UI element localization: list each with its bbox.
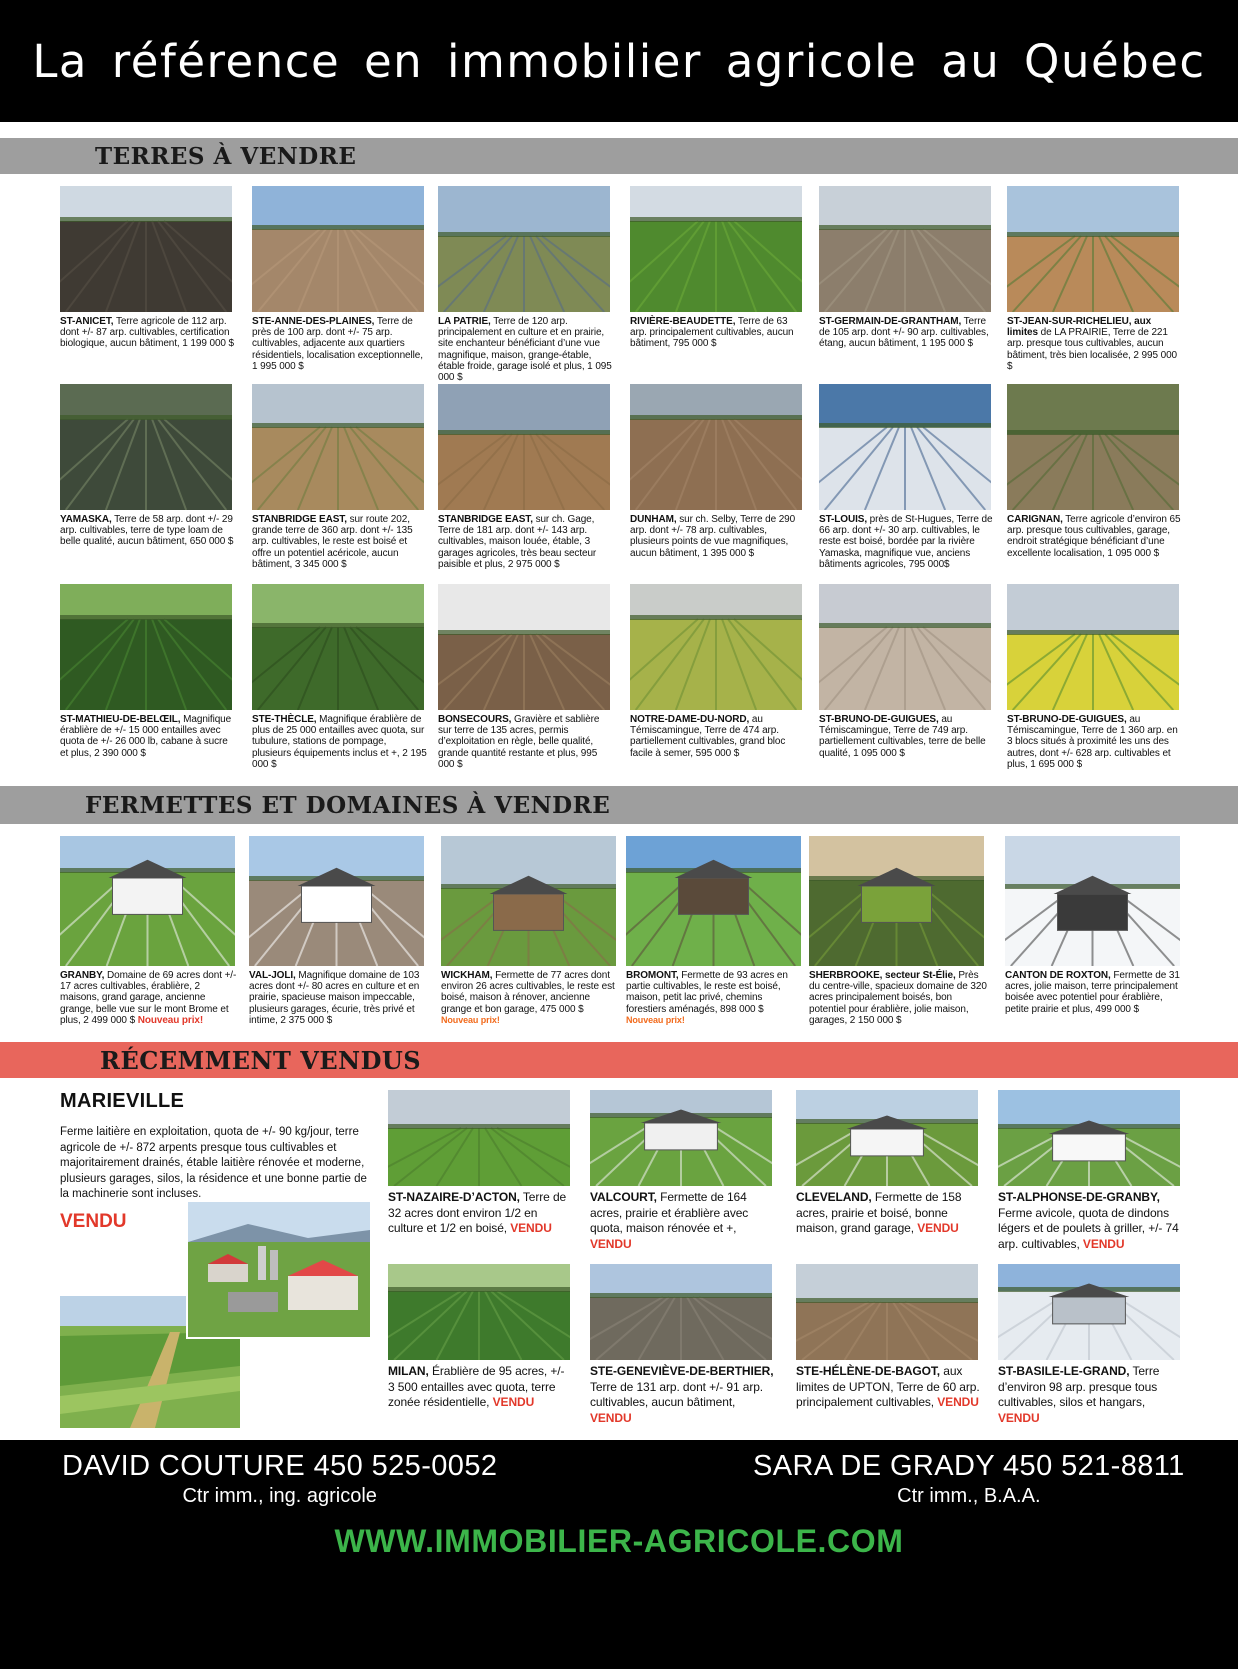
vendus-listing-caption (796, 1190, 982, 1237)
listing-details: près de St-Hugues, Terre de 66 arp. dont +/- 30 arp. cultivables, le reste est boisé, bordée par la rivière Yamaska, magnifique vue, anciens bâtiments agricoles, 795 000$ (819, 514, 993, 570)
listing-details: Fermette de 164 acres, prairie et érablière avec quota, maison rénovée et +, (590, 1190, 749, 1235)
listing-place: BROMONT, (626, 970, 679, 981)
listing-details: aux limites de UPTON, Terre de 60 arp. principalement cultivables, (796, 1364, 980, 1409)
agent2-name: SARA DE GRADY 450 521-8811 (753, 1450, 1185, 1482)
agent2-role: Ctr imm., B.A.A. (897, 1485, 1041, 1507)
terres-listing-photo (438, 384, 610, 510)
terres-listing-caption (60, 714, 236, 759)
terres-listing-caption (60, 316, 236, 350)
section-header-terres (0, 138, 1238, 174)
listing-place: ST-NAZAIRE-D’ACTON, (388, 1190, 520, 1204)
listing-place: ST-GERMAIN-DE-GRANTHAM, (819, 316, 962, 327)
vendus-listing-caption (998, 1190, 1184, 1252)
vendus-listing-photo (590, 1264, 772, 1360)
listing-tag: VENDU (590, 1410, 632, 1425)
terres-listing-photo (1007, 384, 1179, 510)
terres-listing-caption (252, 514, 428, 570)
listing-place: DUNHAM, (630, 514, 677, 525)
listing-tag: VENDU (510, 1221, 552, 1235)
fermettes-listing-caption (441, 970, 620, 1026)
fermettes-listing-photo (809, 836, 984, 966)
listing-details: au Témiscamingue, Terre de 474 arp. partiellement cultivables, grand bloc facile à semer, 595 000 $ (630, 714, 786, 759)
fermettes-listing-photo (1005, 836, 1180, 966)
terres-listing-photo (819, 584, 991, 710)
marieville-title: MARIEVILLE (60, 1090, 185, 1112)
terres-listing-caption (630, 714, 806, 759)
vendus-listing-caption (590, 1190, 776, 1252)
marieville-status: VENDU (60, 1210, 127, 1232)
fermettes-listing-photo (249, 836, 424, 966)
listing-details: Terre de 105 arp. dont +/- 90 arp. cultivables, étang, aucun bâtiment, 1 195 000 $ (819, 316, 989, 350)
listing-place: WICKHAM, (441, 970, 493, 981)
fermettes-listing-caption (626, 970, 805, 1026)
listing-place: ST-BASILE-LE-GRAND, (998, 1364, 1130, 1378)
fermettes-listing-caption (809, 970, 988, 1026)
listing-details: Ferme avicole, quota de dindons légers et de poulets à griller, +/- 74 arp. cultivables, (998, 1205, 1179, 1251)
listing-place: NOTRE-DAME-DU-NORD, (630, 714, 750, 725)
listing-details: Gravière et sablière sur terre de 135 acres, permis d’exploitation en règle, belle qualité, grande quantité restante et plus, 995 000 $ (438, 714, 600, 770)
listing-place: ST-BRUNO-DE-GUIGUES, (819, 714, 939, 725)
terres-listing-caption (819, 714, 995, 759)
listing-details: Magnifique domaine de 103 acres dont +/- 80 acres en culture et en prairie, spacieuse maison impeccable, plusieurs garages, écurie, très privé et intime, 2 375 000 $ (249, 970, 420, 1026)
vendus-listing-photo (388, 1090, 570, 1186)
terres-listing-photo (438, 584, 610, 710)
terres-listing-photo (60, 584, 232, 710)
fermettes-listing-photo (441, 836, 616, 966)
listing-details: sur ch. Gage, Terre de 181 arp. dont +/- 143 arp. cultivables, maison louée, étable, 3 garages agricoles, très beau secteur paisible et plus, 2 975 000 $ (438, 514, 597, 570)
terres-listing-photo (60, 186, 232, 312)
listing-details: Terre de 120 arp. principalement en culture et en prairie, site enchanteur bénéficiant d’une vue magnifique, maison, grange-étable, étable froide, garage isolé et plus, 1 095 000 $ (438, 316, 612, 384)
listing-place: CANTON DE ROXTON, (1005, 970, 1111, 981)
listing-place: GRANBY, (60, 970, 105, 981)
fermettes-listing-photo (60, 836, 235, 966)
terres-listing-photo (438, 186, 610, 312)
website-link[interactable]: WWW.IMMOBILIER-AGRICOLE.COM (334, 1523, 904, 1559)
terres-listing-caption (438, 514, 614, 570)
listing-details: Terre de près de 100 arp. dont +/- 75 arp. cultivables, adjacente aux quartiers résidentiels, localisation exceptionnelle, 1 995 000 $ (252, 316, 423, 372)
listing-place: ST-MATHIEU-DE-BELŒIL, (60, 714, 181, 725)
fermettes-listing-photo (626, 836, 801, 966)
section-title-terres: TERRES À VENDRE (95, 142, 357, 170)
listing-place: ST-ALPHONSE-DE-GRANBY, (998, 1190, 1160, 1204)
listing-tag: VENDU (917, 1221, 959, 1235)
listing-place: VAL-JOLI, (249, 970, 296, 981)
listing-tag: Nouveau prix! (626, 1014, 685, 1025)
terres-listing-photo (819, 186, 991, 312)
section-title-vendus: RÉCEMMENT VENDUS (100, 1045, 422, 1075)
listing-tag: Nouveau prix! (137, 1014, 204, 1026)
terres-listing-caption (60, 514, 236, 548)
vendus-listing-photo (796, 1264, 978, 1360)
terres-listing-photo (630, 384, 802, 510)
listing-details: sur ch. Selby, Terre de 290 arp. dont +/- 78 arp. cultivables, plusieurs points de vue magnifiques, aucun bâtiment, 1 395 000 $ (630, 514, 796, 559)
terres-listing-photo (1007, 186, 1179, 312)
listing-details: de LA PRAIRIE, Terre de 221 arp. presque tous cultivables, aucun bâtiment, très bien localisée, 2 995 000 $ (1007, 327, 1177, 372)
listing-place: LA PATRIE, (438, 316, 491, 327)
page-title: La référence en immobilier agricole au Québec (32, 34, 1206, 88)
vendus-listing-caption (388, 1190, 574, 1237)
listing-tag: VENDU (492, 1395, 535, 1409)
listing-place: YAMASKA, (60, 514, 112, 525)
marieville-description: Ferme laitière en exploitation, quota de +/- 90 kg/jour, terre agricole de +/- 872 arpents presque tous cultivables et majoritairement drainés, étable laitière rénovée et moderne, plusieurs garages, silos, la résidence et une bonne partie de la machinerie sont incluses. (60, 1126, 367, 1200)
listing-place: STE-THÈCLE, (252, 714, 317, 725)
agent-david (62, 1450, 497, 1508)
listing-tag: Nouveau prix! (441, 1014, 500, 1025)
terres-listing-caption (438, 714, 614, 770)
listing-details: Magnifique érablière de +/- 15 000 entailles avec quota de +/- 26 000 lb, cabane à sucre et plus, 2 390 000 $ (60, 714, 232, 759)
listing-details: Terre agricole d’environ 65 arp. presque tous cultivables, garage, endroit stratégique bénéficiant d’une excellente localisation, 1 095 000 $ (1007, 514, 1181, 559)
terres-listing-caption (1007, 316, 1183, 372)
vendus-listing-photo (998, 1090, 1180, 1186)
terres-listing-caption (252, 714, 428, 770)
listing-place: STANBRIDGE EAST, (438, 514, 533, 525)
listing-details: au Témiscamingue, Terre de 1 360 arp. en 3 blocs situés à proximité les uns des autres, dont +/- 628 arp. cultivables et plus, 1 695 000 $ (1007, 714, 1178, 770)
listing-details: Terre d’environ 98 arp. presque tous cultivables, silos et hangars, (998, 1364, 1160, 1409)
terres-listing-caption (630, 316, 806, 350)
listing-place: STE-ANNE-DES-PLAINES, (252, 316, 375, 327)
listing-details: Terre agricole de 112 arp. dont +/- 87 arp. cultivables, certification biologique, aucun bâtiment, 1 199 000 $ (60, 316, 235, 350)
terres-listing-photo (630, 186, 802, 312)
listing-tag: VENDU (1082, 1236, 1125, 1251)
terres-listing-caption (438, 316, 614, 383)
listing-details: Érablière de 95 acres, +/- 3 500 entailles avec quota, terre zonée résidentielle, (388, 1364, 565, 1409)
listing-place: VALCOURT, (590, 1190, 657, 1204)
terres-listing-caption (819, 514, 995, 570)
listing-details: Terre de 58 arp. dont +/- 29 arp. cultivables, terre de type loam de belle qualité, aucun bâtiment, 650 000 $ (60, 514, 234, 548)
listing-details: sur route 202, grande terre de 360 arp. dont +/- 135 arp. cultivables, le reste est boisé et offre un potentiel acéricole, aucun bâtiment, 3 345 000 $ (252, 514, 413, 570)
listing-details: Fermette de 158 acres, prairie et boisé, bonne maison, grand garage, (796, 1190, 962, 1235)
listing-tag: VENDU (937, 1395, 979, 1409)
section-title-fermettes: FERMETTES ET DOMAINES À VENDRE (85, 791, 611, 819)
fermettes-listing-caption (60, 970, 239, 1026)
terres-listing-caption (1007, 514, 1183, 559)
listing-place: SHERBROOKE, secteur St-Élie, (809, 970, 956, 981)
vendus-listing-caption (590, 1364, 776, 1426)
vendus-listing-photo (590, 1090, 772, 1186)
terres-listing-caption (630, 514, 806, 559)
terres-listing-photo (630, 584, 802, 710)
listing-place: CARIGNAN, (1007, 514, 1063, 525)
terres-listing-photo (60, 384, 232, 510)
listing-tag: VENDU (998, 1410, 1040, 1425)
listing-place: MILAN, (388, 1364, 429, 1378)
listing-place: STE-HÉLÈNE-DE-BAGOT, (796, 1364, 941, 1378)
vendus-listing-caption (796, 1364, 982, 1411)
listing-place: ST-LOUIS, (819, 514, 867, 525)
page-header (0, 0, 1238, 122)
listing-place: STANBRIDGE EAST, (252, 514, 347, 525)
agent-sara (753, 1450, 1185, 1508)
terres-listing-photo (1007, 584, 1179, 710)
terres-listing-photo (252, 384, 424, 510)
section-header-vendus (0, 1042, 1238, 1078)
terres-listing-caption (252, 316, 428, 372)
listing-place: BONSECOURS, (438, 714, 512, 725)
terres-listing-photo (819, 384, 991, 510)
listing-place: ST-BRUNO-DE-GUIGUES, (1007, 714, 1127, 725)
terres-listing-photo (252, 584, 424, 710)
listing-details: Près du centre-ville, spacieux domaine de 320 acres principalement boisés, bon potentiel pour érablière, jolie maison, garages, 2 150 000 $ (809, 970, 987, 1026)
vendus-listing-caption (388, 1364, 574, 1411)
listing-place: ST-JEAN-SUR-RICHELIEU, aux limites (1007, 316, 1152, 339)
listing-details: Fermette de 31 acres, jolie maison, terre principalement boisée avec potentiel pour érablière, petite prairie et plus, 499 000 $ (1005, 970, 1180, 1015)
listing-details: Terre de 63 arp. principalement cultivables, aucun bâtiment, 795 000 $ (630, 316, 794, 350)
page-footer (0, 1440, 1238, 1669)
listing-place: ST-ANICET, (60, 316, 114, 327)
listing-place: CLEVELAND, (796, 1190, 872, 1204)
agent1-name: DAVID COUTURE 450 525-0052 (62, 1450, 498, 1482)
terres-listing-caption (1007, 714, 1183, 770)
listing-details: Terre de 131 arp. dont +/- 91 arp. cultivables, aucun bâtiment, (590, 1379, 764, 1409)
terres-listing-caption (819, 316, 995, 350)
agent1-role: Ctr imm., ing. agricole (182, 1485, 377, 1507)
terres-listing-photo (252, 186, 424, 312)
listing-details: Domaine de 69 acres dont +/- 17 acres cultivables, érablière, 2 maisons, grand garage, ancienne grange, belle vue sur le mont Brome et plus, 2 499 000 $ (60, 970, 237, 1026)
section-header-fermettes (0, 786, 1238, 824)
listing-place: STE-GENEVIÈVE-DE-BERTHIER, (590, 1364, 774, 1378)
listing-details: Magnifique érablière de plus de 25 000 entailles avec quota, sur tubulure, stations de pompage, plusieurs équipements inclus et +, 2 195 000 $ (252, 714, 427, 770)
vendus-listing-caption (998, 1364, 1184, 1426)
listing-details: Fermette de 93 acres en partie cultivables, le reste est boisé, maison, petit lac privé, chemins forestiers aménagés, 898 000 $ (626, 970, 788, 1015)
vendus-listing-photo (796, 1090, 978, 1186)
listing-details: au Témiscamingue, Terre de 749 arp. partiellement cultivables, terre de belle qualité, 1 095 000 $ (819, 714, 986, 759)
vendus-listing-photo (998, 1264, 1180, 1360)
fermettes-listing-caption (1005, 970, 1184, 1015)
listing-details: Fermette de 77 acres dont environ 26 acres cultivables, le reste est boisé, maison à rénover, ancienne grange et bon garage, 475 000 $ (441, 970, 615, 1015)
listing-place: RIVIÈRE-BEAUDETTE, (630, 316, 736, 327)
vendus-listing-photo (388, 1264, 570, 1360)
listing-details: Terre de 32 acres dont environ 1/2 en culture et 1/2 en boisé, (388, 1190, 567, 1235)
marieville-photo-farm (186, 1200, 372, 1339)
fermettes-listing-caption (249, 970, 428, 1026)
listing-tag: VENDU (590, 1236, 632, 1251)
